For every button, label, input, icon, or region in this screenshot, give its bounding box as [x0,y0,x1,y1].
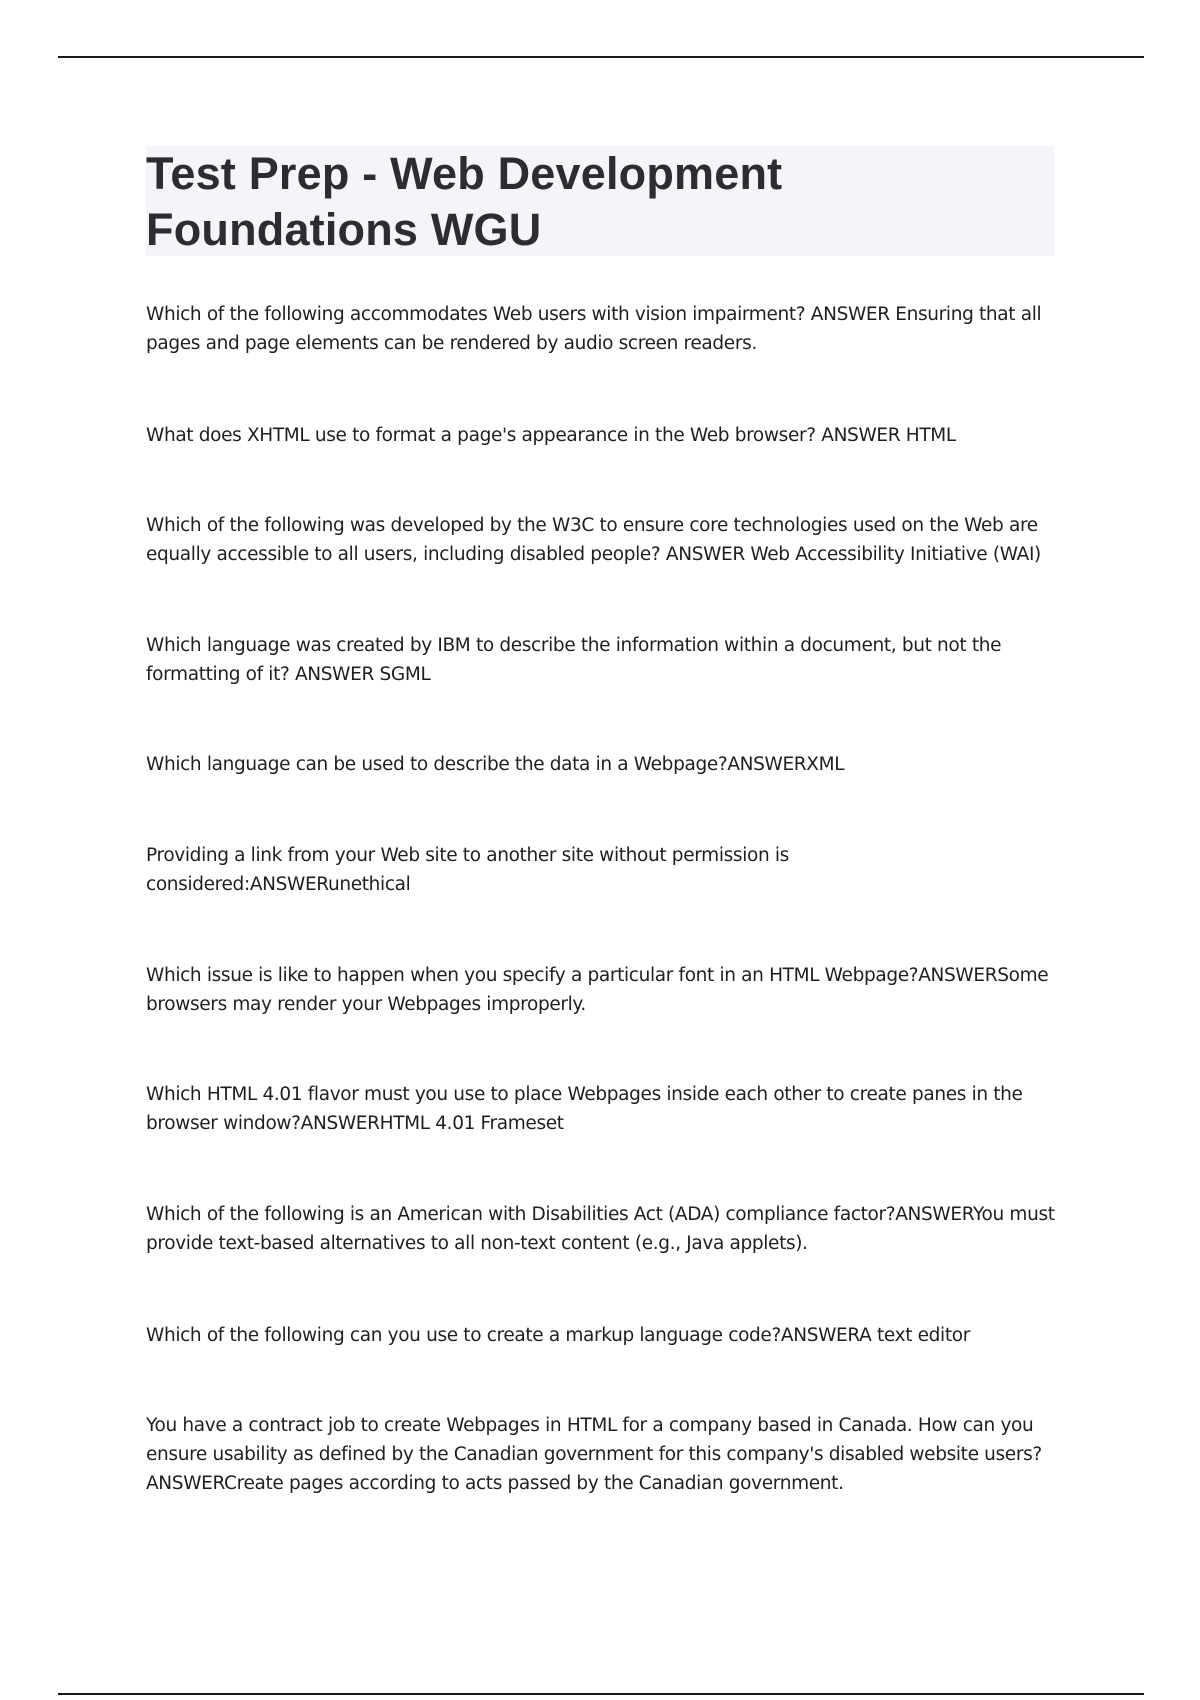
bottom-divider [58,1693,1144,1695]
qa-item: Providing a link from your Web site to another site without permission is considered:ANSWERunethical [146,845,789,895]
qa-item: Which language can be used to describe the data in a Webpage?ANSWERXML [146,754,845,775]
qa-item: Which HTML 4.01 flavor must you use to place Webpages inside each other to create panes in the browser window?ANSWERHTML 4.01 Frameset [146,1084,1023,1134]
page-title: Test Prep - Web Development Foundations WGU [146,148,783,255]
qa-item: Which issue is like to happen when you specify a particular font in an HTML Webpage?ANSWERSome browsers may render your Webpages improperly. [146,965,1049,1015]
qa-item: Which of the following accommodates Web users with vision impairment? ANSWER Ensuring that all pages and page elements can be rendered by audio screen readers. [146,304,1042,354]
qa-item: Which language was created by IBM to describe the information within a document, but not the formatting of it? ANSWER SGML [146,635,1002,685]
qa-item: What does XHTML use to format a page's appearance in the Web browser? ANSWER HTML [146,425,956,446]
title-banner [146,146,1054,256]
top-divider [58,56,1144,58]
qa-item: You have a contract job to create Webpages in HTML for a company based in Canada. How can you ensure usability as defined by the Canadian government for this company's disabled website users? ANSWERCreate pages according to acts passed by the Canadian government. [146,1415,1042,1494]
qa-item: Which of the following is an American with Disabilities Act (ADA) compliance factor?ANSWERYou must provide text-based alternatives to all non-text content (e.g., Java applets). [146,1204,1055,1254]
qa-item: Which of the following can you use to create a markup language code?ANSWERA text editor [146,1325,970,1346]
qa-item: Which of the following was developed by the W3C to ensure core technologies used on the Web are equally accessible to all users, including disabled people? ANSWER Web Accessibility Initiative (WAI) [146,515,1041,565]
